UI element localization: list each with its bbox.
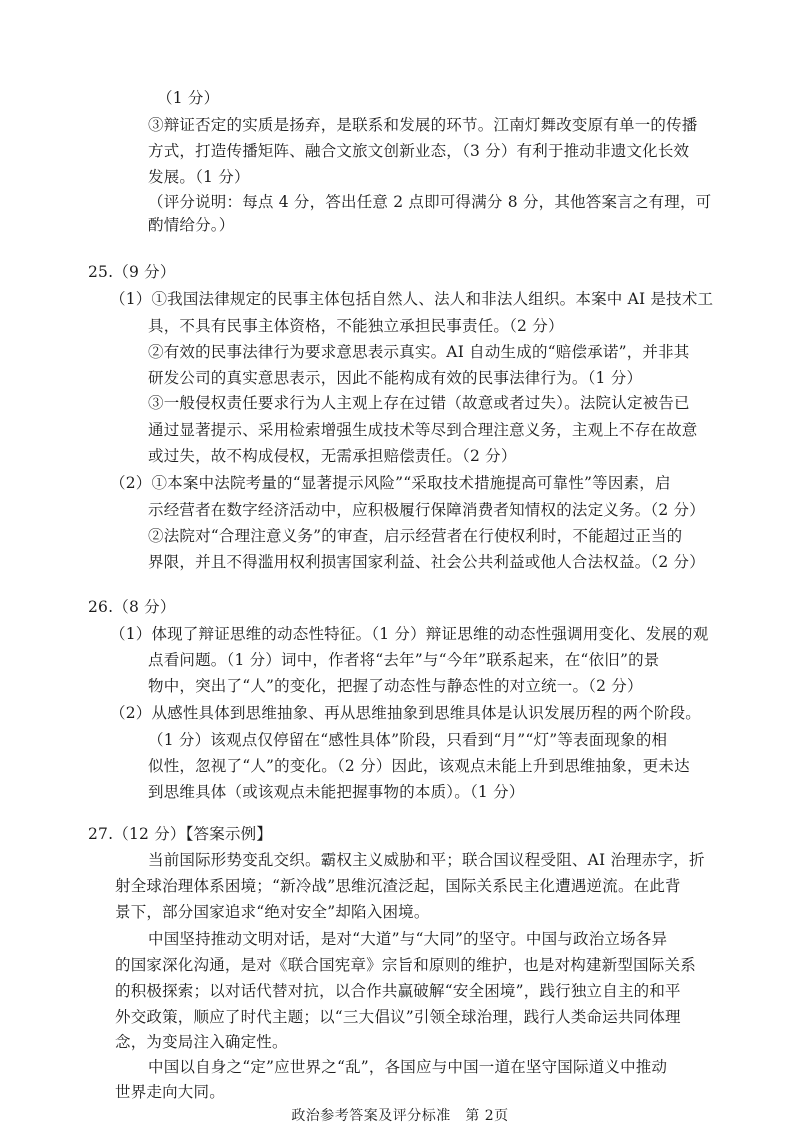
text-line: 或过失，故不构成侵权，无需承担赔偿责任。（2 分） [148,447,517,465]
text-line: 念，为变局注入确定性。 [115,1033,288,1051]
text-line: 酌情给分。） [148,216,235,234]
text-line: 外交政策，顺应了时代主题；以“三大倡议”引领全球治理，践行人类命运共同体理 [115,1008,681,1026]
text-line: 似性，忽视了“人”的变化。（2 分）因此，该观点未能上升到思维抽象，更未达 [148,757,690,775]
text-line: （1）体现了辩证思维的动态性特征。（1 分）辩证思维的动态性强调用变化、发展的观 [110,625,709,643]
text-line: 发展。（1 分） [148,168,250,186]
text-line: （2）①本案中法院考量的“显著提示风险”“采取技术措施提高可靠性”等因素，启 [110,474,671,492]
text-line: 点看问题。（1 分）词中，作者将“去年”与“今年”联系起来，在“依旧”的景 [148,651,660,669]
text-line: 方式，打造传播矩阵、融合文旅文创新业态，（3 分）有利于推动非遗文化长效 [148,142,690,160]
text-line: 通过显著提示、采用检索增强生成技术等尽到合理注意义务，主观上不存在故意 [148,421,698,439]
text-line: ②有效的民事法律行为要求意思表示真实。AI 自动生成的“赔偿承诺”，并非其 [148,343,690,361]
text-line: 具，不具有民事主体资格，不能独立承担民事责任。（2 分） [148,317,564,335]
text-line: （2）从感性具体到思维抽象、再从思维抽象到思维具体是认识发展历程的两个阶段。 [110,704,701,722]
text-line: 世界走向大同。 [115,1083,225,1101]
text-line: ③辩证否定的实质是扬弃，是联系和发展的环节。江南灯舞改变原有单一的传播 [148,116,698,134]
text-line: 中国坚持推动文明对话，是对“大道”与“大同”的坚守。中国与政治立场各异 [148,930,668,948]
text-line: 当前国际形势变乱交织。霸权主义威胁和平；联合国议程受阻、AI 治理赤字，折 [148,851,705,869]
text-line: （1 分）该观点仅停留在“感性具体”阶段，只看到“月”“灯”等表面现象的相 [148,731,668,749]
text-line: （1 分） [157,89,220,107]
text-line: ②法院对“合理注意义务”的审查，启示经营者在行使权利时，不能超过正当的 [148,527,683,545]
text-line: 景下，部分国家追求“绝对安全”却陷入困境。 [115,903,430,921]
text-line: （评分说明：每点 4 分，答出任意 2 点即可得满分 8 分，其他答案言之有理，可 [148,193,712,211]
text-line: 研发公司的真实意思表示，因此不能构成有效的民事法律行为。（1 分） [148,369,643,387]
text-line: ③一般侵权责任要求行为人主观上存在过错（故意或者过失）。法院认定被告已 [148,394,690,412]
text-line: 界限，并且不得滥用权利损害国家利益、社会公共利益或他人合法权益。（2 分） [148,553,705,571]
question-heading: 25.（9 分） [88,263,176,281]
text-line: 中国以自身之“定”应世界之“乱”，各国应与中国一道在坚守国际道义中推动 [148,1058,668,1076]
page-footer: 政治参考答案及评分标准 第 2页 [291,1108,509,1124]
text-line: 到思维具体（或该观点未能把握事物的本质）。（1 分） [148,783,525,801]
text-line: （1）①我国法律规定的民事主体包括自然人、法人和非法人组织。本案中 AI 是技术工 [110,290,714,308]
text-line: 物中，突出了“人”的变化，把握了动态性与静态性的对立统一。（2 分） [148,677,643,695]
text-line: 示经营者在数字经济活动中，应积极履行保障消费者知情权的法定义务。（2 分） [148,501,705,519]
text-line: 的积极探索；以对话代替对抗，以合作共赢破解“安全困境”，践行独立自主的和平 [115,982,681,1000]
text-line: 的国家深化沟通，是对《联合国宪章》宗旨和原则的维护，也是对构建新型国际关系 [115,956,696,974]
question-heading: 27.（12 分）【答案示例】 [88,825,273,843]
text-line: 射全球治理体系困境；“新冷战”思维沉渣泛起，国际关系民主化遭遇逆流。在此背 [115,877,681,895]
question-heading: 26.（8 分） [88,598,176,616]
